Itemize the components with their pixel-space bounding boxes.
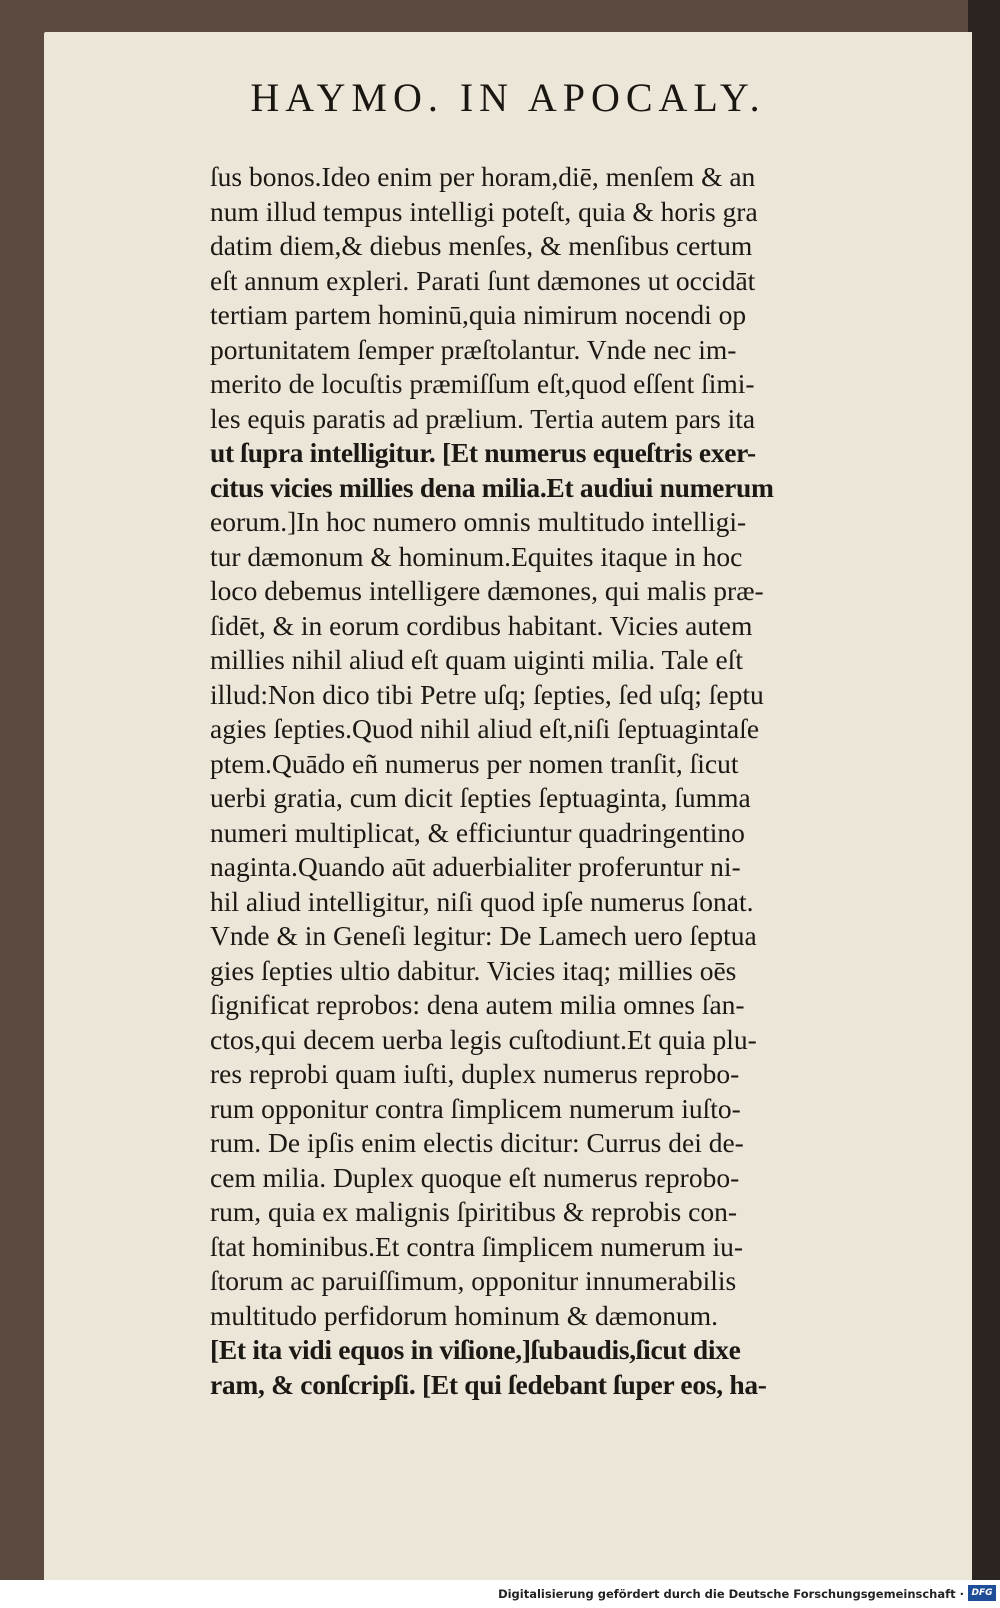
text-line: portunitatem ſemper præſtolantur. Vnde nec im- (210, 333, 737, 365)
text-line: ſus bonos.Ideo enim per horam,diē, menſem & an (210, 161, 756, 192)
text-line: tur dæmonum & hominum.Equites itaque in hoc (210, 540, 743, 572)
text-line-scripture: ram, & conſcripſi. [Et qui ſedebant ſuper eos, ha- (210, 1368, 767, 1400)
text-line: hil aliud intelligitur, niſi quod ipſe numerus ſonat. (210, 885, 754, 917)
text-line: ſtorum ac paruiſſimum, opponitur innumerabilis (210, 1265, 737, 1296)
running-head: HAYMO. IN APOCALY. (250, 75, 766, 120)
text-line: rum. De ipſis enim electis dicitur: Currus dei de- (210, 1127, 744, 1158)
text-line: ctos,qui decem uerba legis cuſtodiunt.Et quia plu- (210, 1023, 757, 1055)
text-line: gies ſepties ultio dabitur. Vicies itaq; millies oēs (210, 954, 737, 986)
text-line: eſt annum expleri. Parati ſunt dæmones ut occidāt (210, 264, 756, 296)
text-line: tertiam partem hominū,quia nimirum nocendi op (210, 299, 747, 330)
text-line-scripture: [Et ita vidi equos in viſione,]ſubaudis,ſicut dixe (210, 1334, 741, 1365)
text-line: ſtat hominibus.Et contra ſimplicem numerum iu- (210, 1230, 744, 1262)
funding-credit: Digitalisierung gefördert durch die Deutsche Forschungsgemeinschaft · (498, 1587, 964, 1601)
text-line: datim diem,& diebus menſes, & menſibus certum (210, 230, 753, 261)
text-line: merito de locuſtis præmiſſum eſt,quod eſſent ſimi- (210, 368, 755, 399)
text-line: res reprobi quam iuſti, duplex numerus reprobo- (210, 1058, 740, 1089)
text-line: num illud tempus intelligi poteſt, quia & horis gra (210, 195, 758, 227)
text-line: rum opponitur contra ſimplicem numerum iuſto- (210, 1092, 741, 1124)
book-page (44, 32, 972, 1580)
body-text (210, 160, 980, 1402)
dfg-logo: DFG (968, 1585, 996, 1601)
text-line-scripture: citus vicies millies dena milia.Et audiui numerum (210, 471, 774, 503)
text-line-scripture: ut ſupra intelligitur. [Et numerus equeſtris exer- (210, 437, 756, 468)
text-line: cem milia. Duplex quoque eſt numerus reprobo- (210, 1161, 740, 1193)
text-line: ſidēt, & in eorum cordibus habitant. Vicies autem (210, 609, 753, 641)
text-line: eorum.]In hoc numero omnis multitudo intelligi- (210, 506, 747, 537)
text-line: Vnde & in Geneſi legitur: De Lamech uero ſeptua (210, 920, 757, 951)
text-line: uerbi gratia, cum dicit ſepties ſeptuaginta, ſumma (210, 782, 751, 813)
text-line: illud:Non dico tibi Petre uſq; ſepties, ſed uſq; ſeptu (210, 678, 764, 710)
text-line: les equis paratis ad prælium. Tertia autem pars ita (210, 402, 756, 434)
text-line: loco debemus intelligere dæmones, qui malis præ- (210, 575, 764, 606)
text-line: ſignificat reprobos: dena autem milia omnes ſan- (210, 989, 745, 1020)
text-line: multitudo perfidorum hominum & dæmonum. (210, 1299, 718, 1331)
text-line: ptem.Quādo eñ numerus per nomen tranſit, ſicut (210, 747, 739, 779)
text-line: naginta.Quando aūt aduerbialiter proferuntur ni- (210, 851, 741, 882)
text-line: millies nihil aliud eſt quam uiginti milia. Tale eſt (210, 644, 743, 675)
text-line: rum, quia ex malignis ſpiritibus & reprobis con- (210, 1196, 737, 1227)
digitization-footer (0, 1580, 1000, 1608)
text-line: numeri multiplicat, & efficiuntur quadringentino (210, 816, 745, 848)
text-line: agies ſepties.Quod nihil aliud eſt,niſi ſeptuagintaſe (210, 713, 760, 744)
